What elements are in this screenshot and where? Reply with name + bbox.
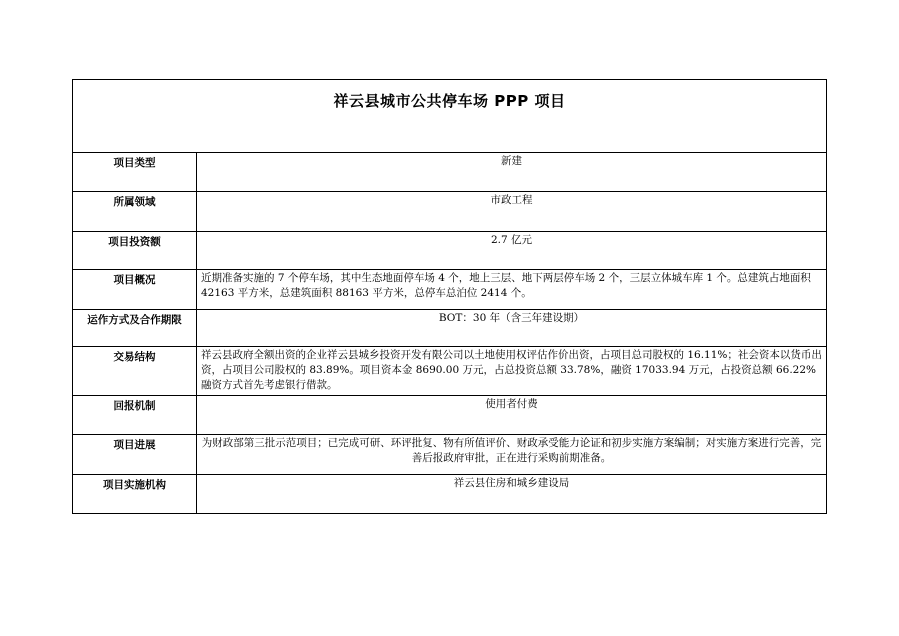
row-label-investment: 项目投资额 (73, 232, 197, 270)
row-label-implementing-agency: 项目实施机构 (73, 475, 197, 514)
table-row (73, 435, 827, 475)
row-label-progress: 项目进展 (73, 435, 197, 475)
row-value-overview: 近期准备实施的 7 个停车场，其中生态地面停车场 4 个，地上三层、地下两层停车场 2 个，三层立体城车库 1 个。总建筑占地面积 42163 平方米，总建筑面积 88163 平方米，总停车总泊位 2414 个。 (197, 270, 827, 310)
table-row (73, 347, 827, 396)
row-value-sector: 市政工程 (197, 192, 827, 232)
row-label-overview: 项目概况 (73, 270, 197, 310)
table-row (73, 475, 827, 514)
row-value-project-type: 新建 (197, 153, 827, 192)
title-row (73, 80, 827, 153)
table-row (73, 396, 827, 435)
row-label-transaction-structure: 交易结构 (73, 347, 197, 396)
row-label-return-mechanism: 回报机制 (73, 396, 197, 435)
row-value-operation-mode: BOT：30 年（含三年建设期） (197, 310, 827, 347)
project-info-table (72, 79, 827, 514)
row-value-implementing-agency: 祥云县住房和城乡建设局 (197, 475, 827, 514)
row-value-return-mechanism: 使用者付费 (197, 396, 827, 435)
document-title: 祥云县城市公共停车场 PPP 项目 (333, 92, 566, 110)
row-label-sector: 所属领域 (73, 192, 197, 232)
table-row (73, 270, 827, 310)
table-row (73, 192, 827, 232)
title-cell (73, 80, 827, 153)
table-row (73, 232, 827, 270)
table-row (73, 153, 827, 192)
row-value-progress: 为财政部第三批示范项目；已完成可研、环评批复、物有所值评价、财政承受能力论证和初步实施方案编制；对实施方案进行完善，完善后报政府审批，正在进行采购前期准备。 (197, 435, 827, 475)
row-label-project-type: 项目类型 (73, 153, 197, 192)
table-row (73, 310, 827, 347)
row-value-investment: 2.7 亿元 (197, 232, 827, 270)
row-label-operation-mode: 运作方式及合作期限 (73, 310, 197, 347)
row-value-transaction-structure: 祥云县政府全额出资的企业祥云县城乡投资开发有限公司以土地使用权评估作价出资，占项目总司股权的 16.11%；社会资本以货币出资，占项目公司股权的 83.89%。项目资本金 8690.00 万元，占总投资总额 33.78%，融资 17033.94 万元，占投资总额 66.22%融资方式首先考虑银行借款。 (197, 347, 827, 396)
